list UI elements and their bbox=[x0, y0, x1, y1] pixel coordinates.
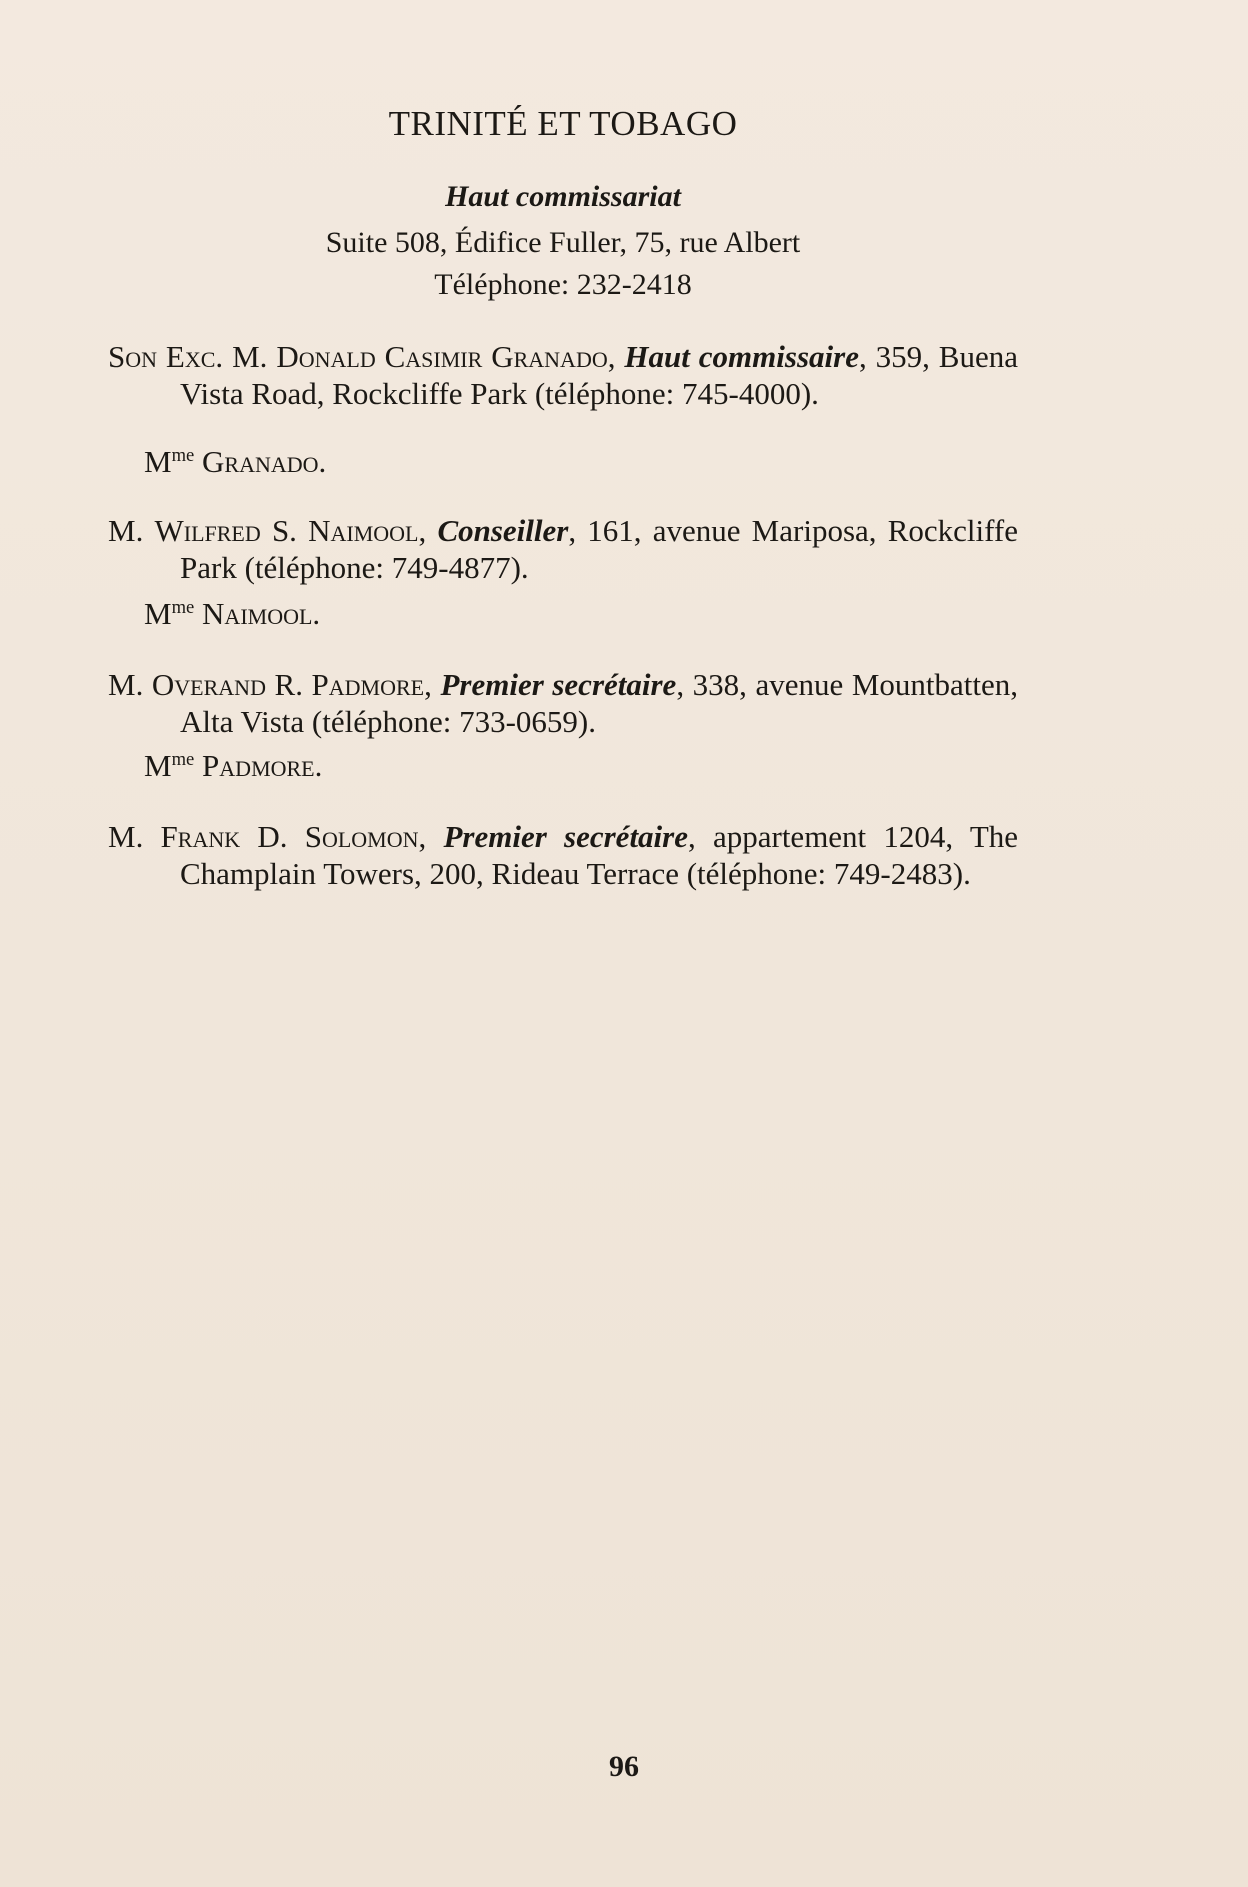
spouse-prefix: M bbox=[144, 748, 172, 783]
directory-entry bbox=[108, 666, 1018, 740]
entry-name: Wilfred S. Naimool bbox=[154, 513, 419, 548]
spouse-line bbox=[144, 444, 326, 480]
directory-entry bbox=[108, 338, 1018, 412]
entry-name: Donald Casimir Granado bbox=[276, 339, 608, 374]
spouse-name: Naimool. bbox=[194, 596, 321, 631]
page-number: 96 bbox=[609, 1750, 639, 1783]
entry-title: Premier secrétaire bbox=[440, 667, 677, 702]
spouse-line bbox=[144, 596, 320, 632]
entry-sep: , bbox=[424, 667, 441, 702]
entry-title: Haut commissaire bbox=[624, 339, 859, 374]
spouse-prefix: M bbox=[144, 444, 172, 479]
spouse-sup: me bbox=[171, 444, 195, 466]
office-phone: Téléphone: 232-2418 bbox=[434, 268, 692, 301]
spouse-sup: me bbox=[171, 748, 195, 770]
entry-sep: , bbox=[607, 339, 625, 374]
spouse-name: Padmore. bbox=[194, 748, 323, 783]
office-subtitle: Haut commissariat bbox=[445, 180, 681, 213]
entry-title: Premier secrétaire bbox=[443, 819, 688, 854]
entry-prefix: M. bbox=[108, 513, 155, 548]
entry-title: Conseiller bbox=[437, 513, 569, 548]
spouse-name: Granado. bbox=[194, 444, 327, 479]
entry-name: Frank D. Solomon bbox=[160, 819, 419, 854]
office-address: Suite 508, Édifice Fuller, 75, rue Albert bbox=[325, 226, 801, 259]
entry-prefix: M. bbox=[108, 819, 161, 854]
spouse-line bbox=[144, 748, 322, 784]
entry-name: Overand R. Padmore bbox=[151, 667, 425, 702]
directory-entry bbox=[108, 818, 1018, 892]
entry-prefix: M. bbox=[108, 667, 152, 702]
entry-sep: , bbox=[418, 819, 444, 854]
entry-details: , 359, Buena Vista Road, Rockcliffe Park (téléphone: 745-4000). bbox=[180, 339, 1018, 411]
entry-sep: , bbox=[418, 513, 438, 548]
entry-details: , 161, avenue Mariposa, Rockcliffe Park (téléphone: 749-4877). bbox=[180, 513, 1018, 585]
spouse-sup: me bbox=[171, 596, 195, 618]
spouse-prefix: M bbox=[144, 596, 172, 631]
directory-entry bbox=[108, 512, 1018, 586]
entry-prefix: Son Exc. M. bbox=[108, 339, 277, 374]
country-title: TRINITÉ ET TOBAGO bbox=[388, 104, 738, 143]
entry-details: , 338, avenue Mountbatten, Alta Vista (téléphone: 733-0659). bbox=[180, 667, 1019, 739]
entry-details: , appartement 1204, The Champlain Towers, 200, Rideau Terrace (téléphone: 749-2483). bbox=[180, 819, 1019, 891]
